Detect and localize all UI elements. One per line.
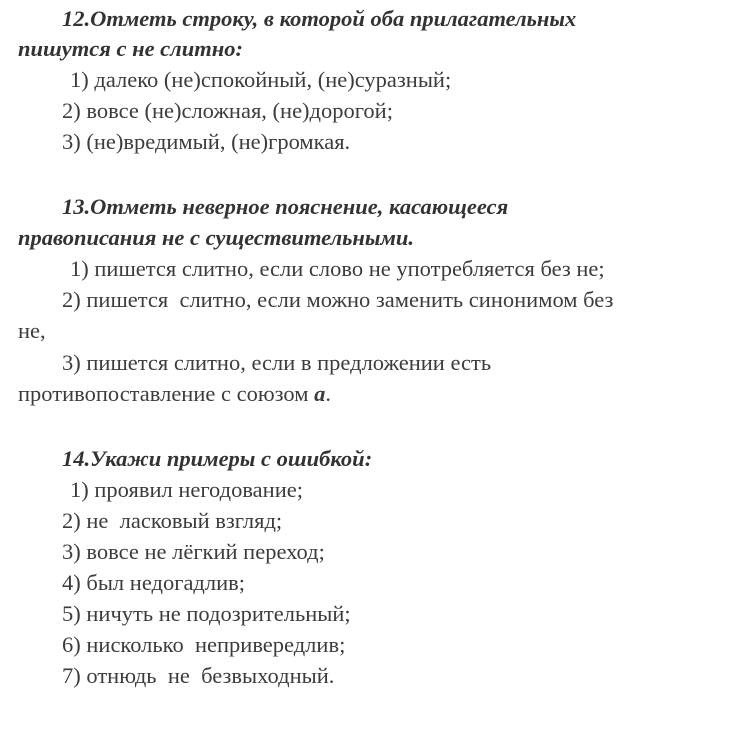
q14-option-6: 6) нисколько непривередлив; xyxy=(62,632,346,657)
q14-option-1: 1) проявил негодование; xyxy=(70,477,303,502)
q13-title-line1: 13.Отметь неверное пояснение, касающееся xyxy=(62,194,509,219)
q13-option-2-line1: 2) пишется слитно, если можно заменить синонимом без xyxy=(62,287,614,312)
q13-option-3-conjunction: а xyxy=(314,381,326,406)
q14-option-7: 7) отнюдь не безвыходный. xyxy=(62,663,335,688)
q13-title-line2: правописания не с существительными. xyxy=(18,225,415,250)
q14-option-3: 3) вовсе не лёгкий переход; xyxy=(62,539,325,564)
q13-option-3-line1: 3) пишется слитно, если в предложении есть xyxy=(62,350,492,375)
q13-option-3-line2 xyxy=(18,383,331,406)
q14-option-4: 4) был недогадлив; xyxy=(62,570,246,595)
q13-option-1: 1) пишется слитно, если слово не употребляется без не; xyxy=(70,256,605,281)
q12-option-3: 3) (не)вредимый, (не)громкая. xyxy=(62,129,351,154)
q12-title-line2: пишутся с не слитно: xyxy=(18,36,243,61)
q12-title-line1: 12.Отметь строку, в которой оба прилагательных xyxy=(62,6,577,31)
q12-option-1: 1) далеко (не)спокойный, (не)суразный; xyxy=(70,67,452,92)
q14-option-5: 5) ничуть не подозрительный; xyxy=(62,601,351,626)
q13-option-2-line2: не, xyxy=(18,318,46,343)
q12-option-2: 2) вовсе (не)сложная, (не)дорогой; xyxy=(62,98,393,123)
q13-option-3-line2-end: . xyxy=(325,381,331,406)
q13-option-3-line2-text: противопоставление с союзом xyxy=(18,381,315,406)
q14-title: 14.Укажи примеры с ошибкой: xyxy=(62,446,373,471)
q14-option-2: 2) не ласковый взгляд; xyxy=(62,508,283,533)
